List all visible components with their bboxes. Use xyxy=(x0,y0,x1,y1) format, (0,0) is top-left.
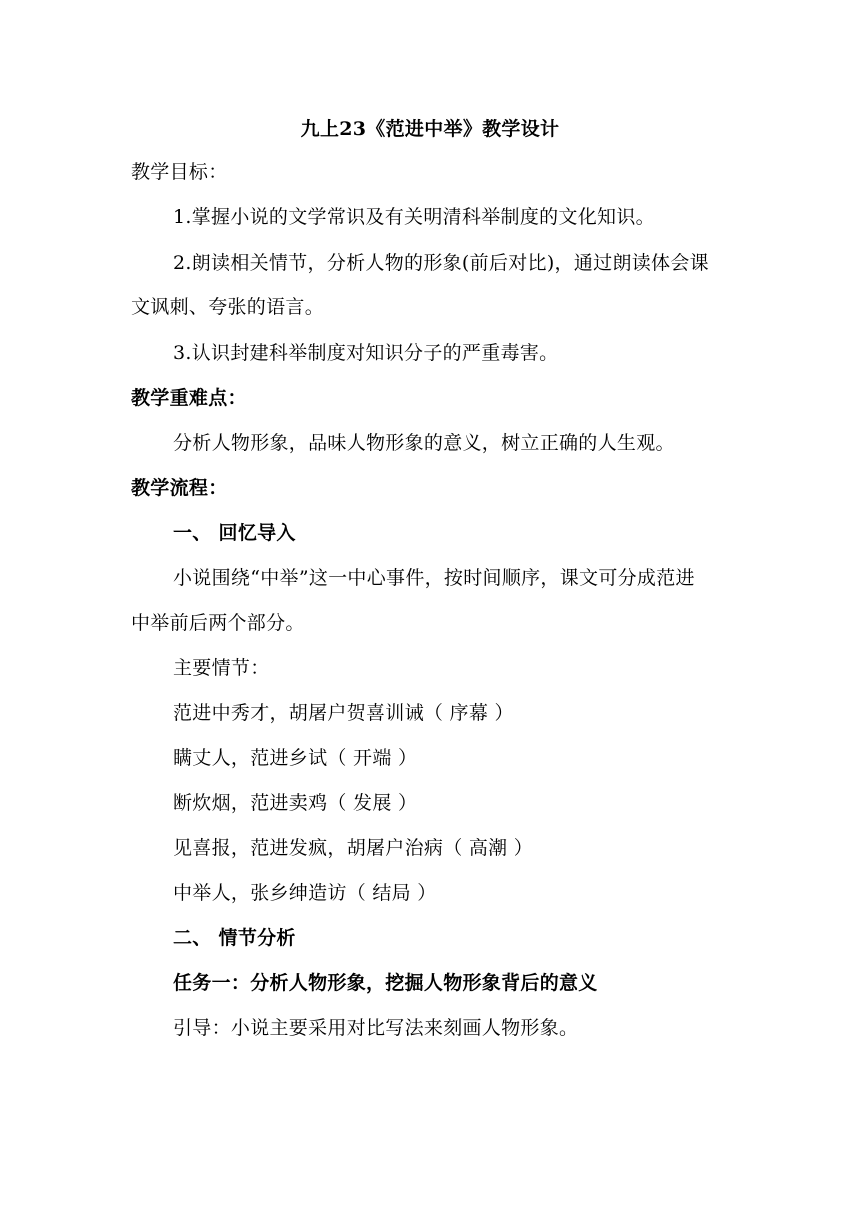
process-heading: 教学流程： xyxy=(131,477,228,499)
objective-2: 2.朗读相关情节，分析人物的形象(前后对比)，通过朗读体会课 xyxy=(173,252,709,274)
key-points-heading: 教学重难点： xyxy=(131,387,247,409)
plot-item: 中举人，张乡绅造访（ 结局 ） xyxy=(173,882,437,904)
plot-item: 断炊烟，范进卖鸡（ 发展 ） xyxy=(173,792,418,814)
objectives-heading: 教学目标： xyxy=(131,161,228,183)
plot-heading: 主要情节： xyxy=(173,657,270,679)
section1-heading: 一、 回忆导入 xyxy=(173,522,296,544)
key-points-text: 分析人物形象，品味人物形象的意义，树立正确的人生观。 xyxy=(173,432,675,454)
document-title: 九上23《范进中举》教学设计 xyxy=(300,118,560,140)
section1-paragraph-line1: 小说围绕“中举”这一中心事件，按时间顺序，课文可分成范进 xyxy=(173,567,695,589)
objective-2-continued: 文讽刺、夸张的语言。 xyxy=(131,296,325,318)
section2-heading: 二、 情节分析 xyxy=(173,927,296,949)
plot-item: 范进中秀才，胡屠户贺喜训诫（ 序幕 ） xyxy=(173,702,514,724)
objective-1: 1.掌握小说的文学常识及有关明清科举制度的文化知识。 xyxy=(173,206,655,228)
task1-heading: 任务一：分析人物形象，挖掘人物形象背后的意义 xyxy=(173,972,598,994)
plot-item: 见喜报，范进发疯，胡屠户治病（ 高潮 ） xyxy=(173,837,534,859)
section1-paragraph-line2: 中举前后两个部分。 xyxy=(131,612,305,634)
objective-3: 3.认识封建科举制度对知识分子的严重毒害。 xyxy=(173,342,559,364)
plot-item: 瞒丈人，范进乡试（ 开端 ） xyxy=(173,747,418,769)
guide-text: 引导：小说主要采用对比写法来刻画人物形象。 xyxy=(173,1017,579,1039)
